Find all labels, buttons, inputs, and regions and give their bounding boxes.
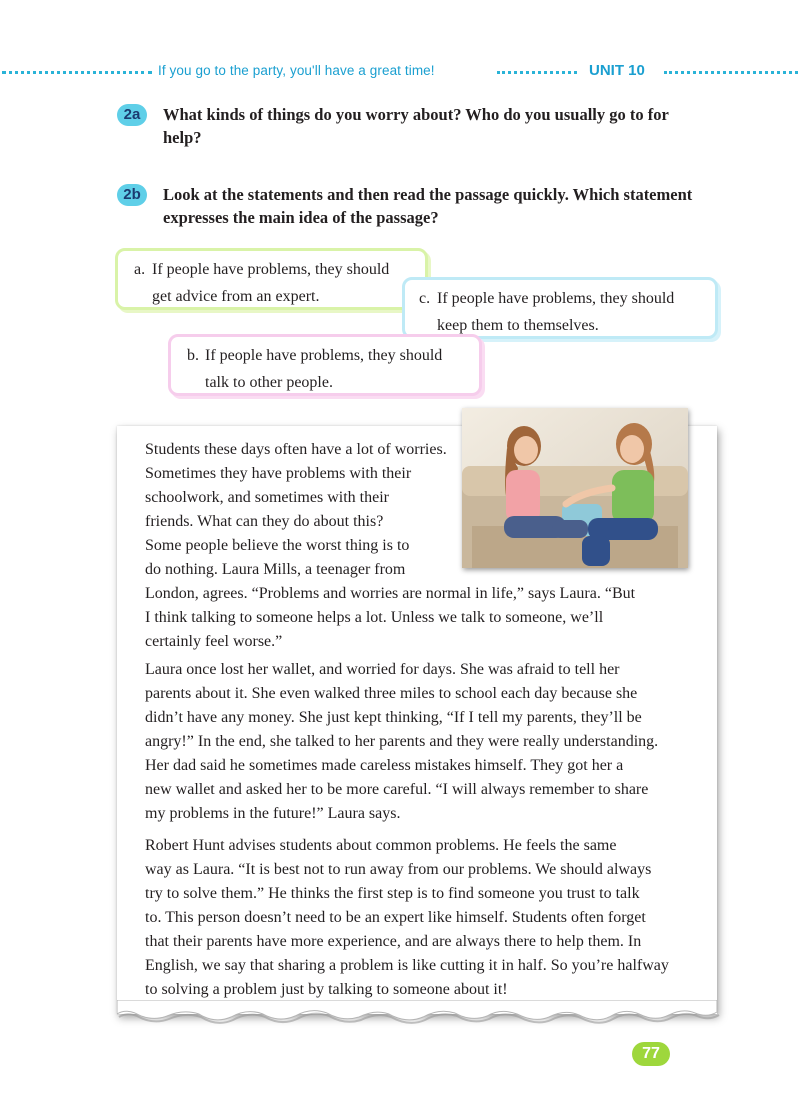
- passage-line: London, agrees. “Problems and worries are normal in life,” says Laura. “But: [145, 585, 636, 602]
- task-2a-question: [163, 103, 738, 149]
- option-a-line2: get advice from an expert.: [152, 288, 320, 305]
- unit-label: UNIT 10: [589, 62, 645, 79]
- header-title: If you go to the party, you'll have a great time!: [158, 63, 435, 78]
- option-c[interactable]: [402, 277, 718, 339]
- passage-line: Some people believe the worst thing is to: [145, 537, 410, 554]
- task-2a-line: help?: [163, 128, 202, 147]
- passage-line: Laura once lost her wallet, and worried for days. She was afraid to tell her: [145, 661, 620, 678]
- passage-line: I think talking to someone helps a lot. Unless we talk to someone, we’ll: [145, 609, 604, 626]
- option-b-line2: talk to other people.: [205, 374, 333, 391]
- option-a-letter: a.: [134, 261, 146, 278]
- passage-line: Her dad said he sometimes made careless mistakes himself. They got her a: [145, 757, 624, 774]
- passage-line: to solving a problem just by talking to someone about it!: [145, 981, 508, 998]
- option-c-line1: If people have problems, they should: [437, 290, 675, 307]
- passage-line: new wallet and asked her to be more careful. “I will always remember to share: [145, 781, 649, 798]
- option-c-line2: keep them to themselves.: [437, 317, 599, 334]
- passage-line: try to solve them.” He thinks the first step is to find someone you trust to talk: [145, 885, 640, 902]
- passage-line: angry!” In the end, she talked to her parents and they were really understanding.: [145, 733, 659, 750]
- task-badge-2b: 2b: [117, 184, 147, 206]
- passage-line: to. This person doesn’t need to be an expert like himself. Students often forget: [145, 909, 646, 926]
- option-c-letter: c.: [419, 290, 431, 307]
- passage-line: friends. What can they do about this?: [145, 513, 384, 530]
- torn-paper-edge: [117, 1000, 721, 1030]
- passage-line: English, we say that sharing a problem is like cutting it in half. So you’re halfway: [145, 957, 669, 974]
- header-dots-middle: [497, 71, 577, 74]
- task-2b-question: [163, 183, 738, 229]
- option-b-line1: If people have problems, they should: [205, 347, 443, 364]
- passage-line: schoolwork, and sometimes with their: [145, 489, 389, 506]
- passage-line: Sometimes they have problems with their: [145, 465, 412, 482]
- passage-line: way as Laura. “It is best not to run away from our problems. We should always: [145, 861, 652, 878]
- header-dots-right: [664, 71, 798, 74]
- option-a-line1: If people have problems, they should: [152, 261, 390, 278]
- passage-line: that their parents have more experience, and are always there to help them. In: [145, 933, 642, 950]
- passage-paragraph-1: [145, 438, 635, 654]
- task-2a-line: What kinds of things do you worry about? Who do you usually go to for: [163, 105, 669, 124]
- option-b[interactable]: [168, 334, 482, 396]
- passage-line: Robert Hunt advises students about common problems. He feels the same: [145, 837, 617, 854]
- option-a[interactable]: [115, 248, 428, 310]
- task-2b-line: expresses the main idea of the passage?: [163, 208, 439, 227]
- option-b-letter: b.: [187, 347, 199, 364]
- task-2b-line: Look at the statements and then read the passage quickly. Which statement: [163, 185, 693, 204]
- passage-paragraph-3: [145, 834, 669, 1002]
- task-badge-2a: 2a: [117, 104, 147, 126]
- passage-line: Students these days often have a lot of worries.: [145, 441, 447, 458]
- passage-line: didn’t have any money. She just kept thinking, “If I tell my parents, they’ll be: [145, 709, 642, 726]
- passage-paragraph-2: [145, 658, 658, 826]
- passage-line: my problems in the future!” Laura says.: [145, 805, 401, 822]
- page-number: 77: [632, 1042, 670, 1066]
- page-header: [0, 60, 800, 84]
- passage-line: certainly feel worse.”: [145, 633, 283, 650]
- passage-line: parents about it. She even walked three miles to school each day because she: [145, 685, 638, 702]
- header-dots-left: [2, 71, 152, 74]
- passage-line: do nothing. Laura Mills, a teenager from: [145, 561, 406, 578]
